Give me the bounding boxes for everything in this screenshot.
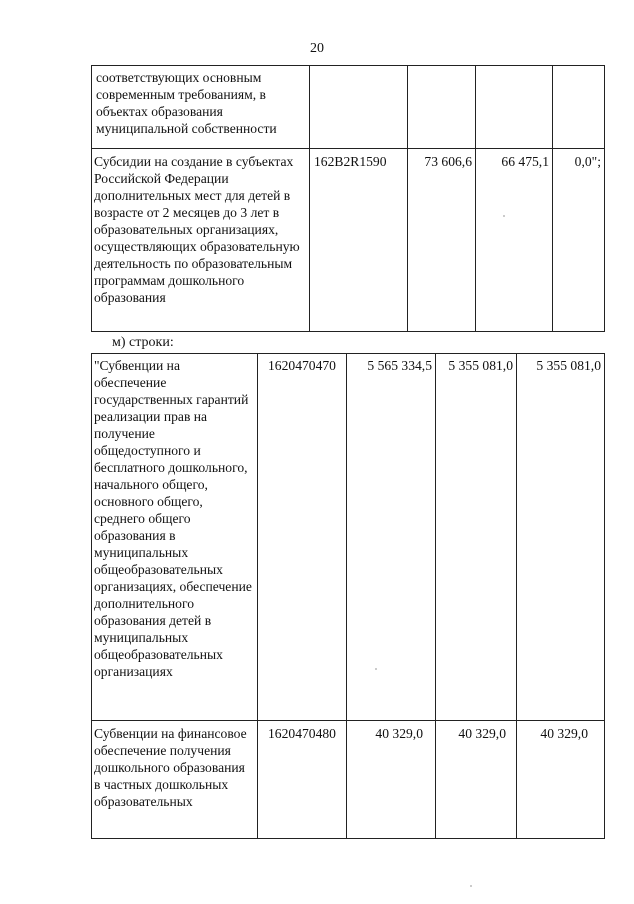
row-code-cell: 162B2R1590 [310, 149, 408, 332]
budget-table-bottom [91, 353, 605, 839]
row-value-3: 0,0"; [553, 149, 605, 332]
row-code-cell: 1620470480 [258, 721, 347, 839]
row-value-3: 5 355 081,0 [517, 353, 605, 721]
row-name-cell: Субсидии на создание в субъектах Российской Федерации дополнительных мест для детей в возрасте от 2 месяцев до 3 лет в образовательных организациях, осуществляющих образовательную деятельность по образовательным программам дошкольного образования [91, 149, 310, 332]
section-label: м) строки: [112, 335, 174, 350]
row-value-1 [408, 65, 476, 149]
scan-speck [375, 668, 377, 670]
row-name-cell: Субвенции на финансовое обеспечение получения дошкольного образования в частных дошкольных образовательных [91, 721, 258, 839]
budget-table-top [91, 65, 605, 332]
row-value-1: 40 329,0 [347, 721, 436, 839]
row-value-3 [553, 65, 605, 149]
row-value-1: 5 565 334,5 [347, 353, 436, 721]
row-value-2 [476, 65, 553, 149]
scan-speck [470, 885, 472, 887]
row-code-cell: 1620470470 [258, 353, 347, 721]
page-number: 20 [310, 41, 324, 56]
row-value-3: 40 329,0 [517, 721, 605, 839]
row-value-2: 66 475,1 [476, 149, 553, 332]
scan-speck [503, 215, 505, 217]
row-code-cell [310, 65, 408, 149]
row-value-1: 73 606,6 [408, 149, 476, 332]
row-name-cell: "Субвенции на обеспечение государственных гарантий реализации прав на получение общедоступного и бесплатного дошкольного, начального общего, основного общего, среднего общего образования в муниципальных общеобразовательных организациях, обеспечение дополнительного образования детей в муниципальных общеобразовательных организациях [91, 353, 258, 721]
row-value-2: 40 329,0 [436, 721, 517, 839]
row-name-cell: соответствующих основным современным требованиям, в объектах образования муниципальной собственности [91, 65, 310, 149]
row-value-2: 5 355 081,0 [436, 353, 517, 721]
